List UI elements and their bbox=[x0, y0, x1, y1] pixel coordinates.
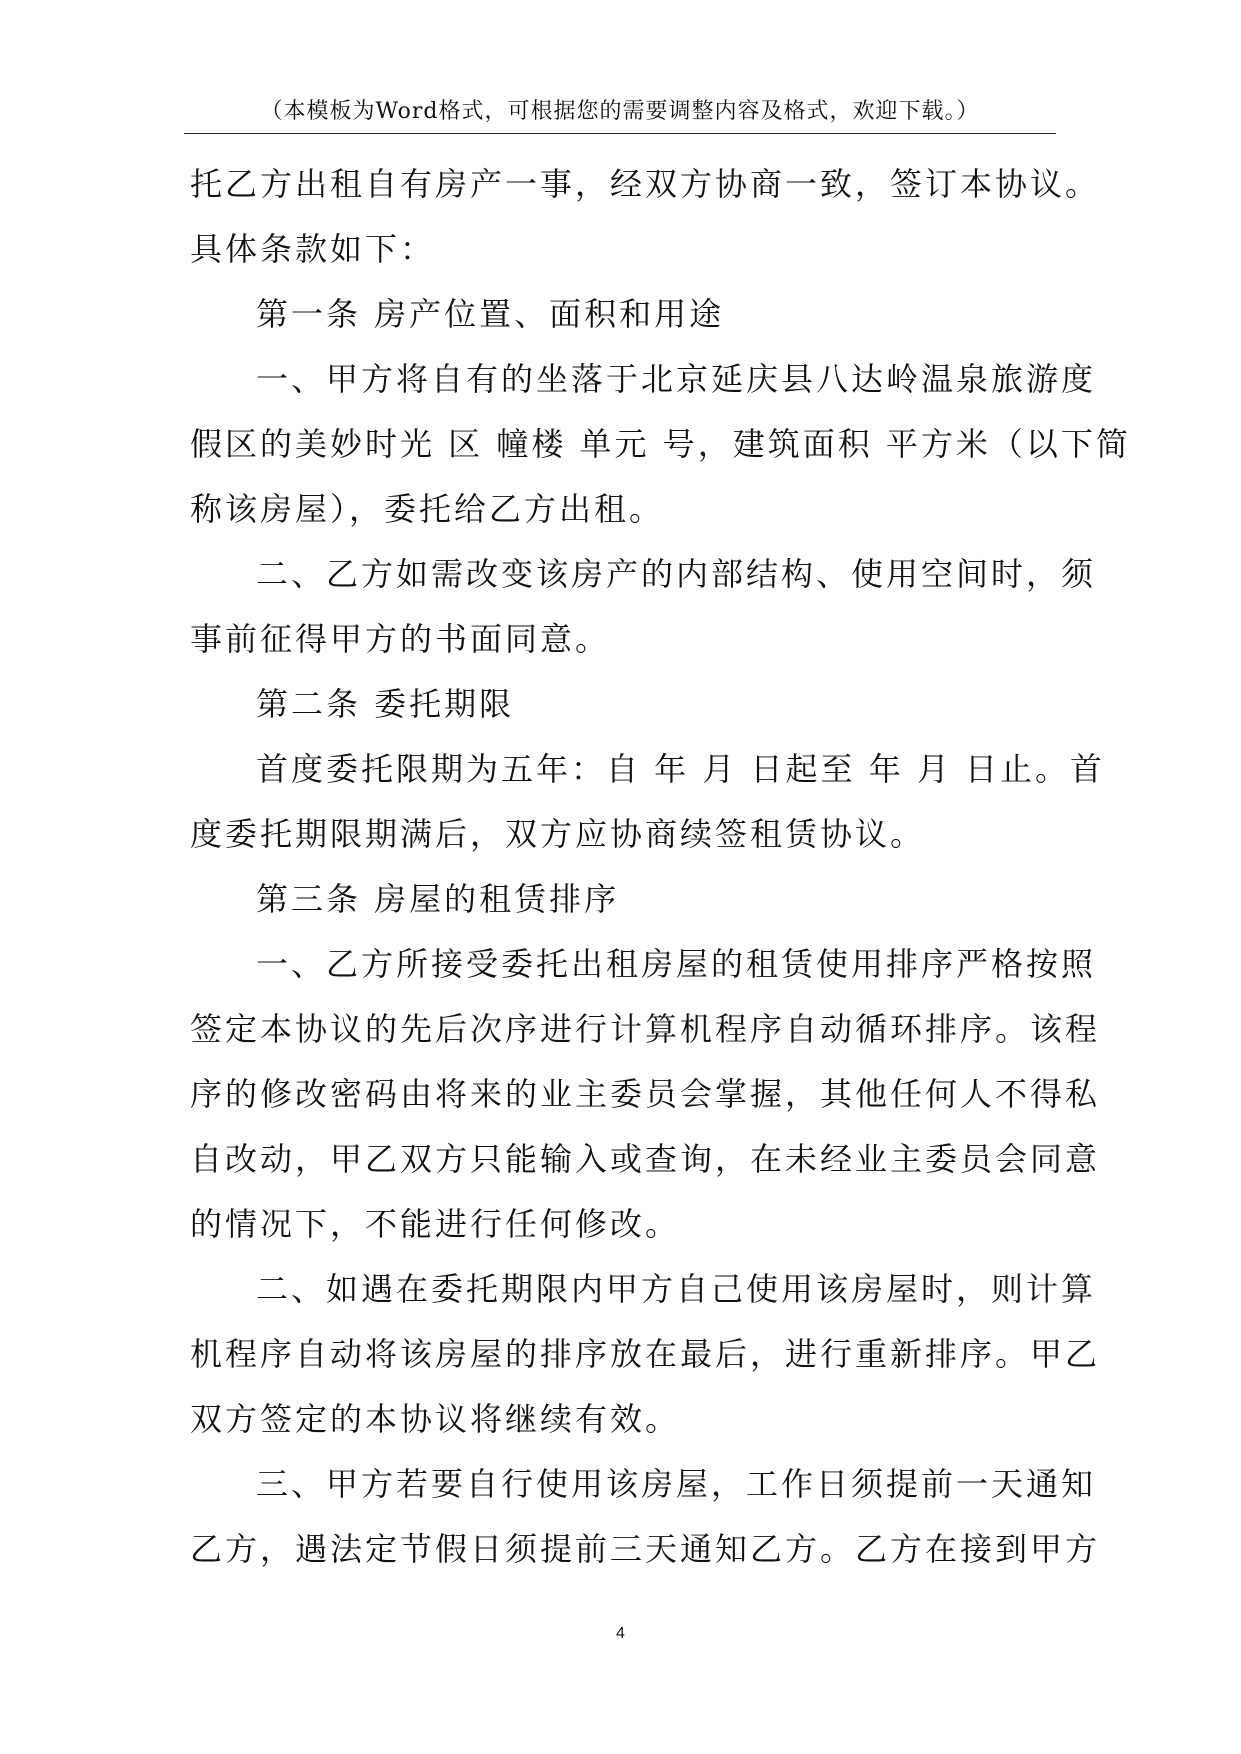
body-line: 具体条款如下： bbox=[190, 230, 436, 268]
article-heading-1: 第一条 房产位置、面积和用途 bbox=[256, 295, 725, 333]
body-line: 序的修改密码由将来的业主委员会掌握，其他任何人不得私 bbox=[190, 1075, 1101, 1113]
body-line: 自改动，甲乙双方只能输入或查询，在未经业主委员会同意 bbox=[190, 1140, 1101, 1178]
document-body bbox=[190, 152, 1131, 1582]
body-line: 一、乙方所接受委托出租房屋的租赁使用排序严格按照 bbox=[256, 945, 1097, 983]
body-line: 度委托期限期满后，双方应协商续签租赁协议。 bbox=[190, 815, 926, 853]
body-line: 乙方，遇法定节假日须提前三天通知乙方。乙方在接到甲方 bbox=[190, 1530, 1101, 1568]
article-heading-3: 第三条 房屋的租赁排序 bbox=[256, 880, 620, 918]
body-line: 二、乙方如需改变该房产的内部结构、使用空间时，须 bbox=[256, 555, 1097, 593]
body-line: 签定本协议的先后次序进行计算机程序自动循环排序。该程 bbox=[190, 1010, 1101, 1048]
template-note-header: （本模板为Word格式，可根据您的需要调整内容及格式，欢迎下载。） bbox=[260, 99, 980, 124]
article-heading-2: 第二条 委托期限 bbox=[256, 685, 515, 723]
body-line: 首度委托限期为五年：自 年 月 日起至 年 月 日止。首 bbox=[256, 750, 1106, 788]
body-line: 托乙方出租自有房产一事，经双方协商一致，签订本协议。 bbox=[190, 165, 1101, 203]
body-line: 机程序自动将该房屋的排序放在最后，进行重新排序。甲乙 bbox=[190, 1335, 1101, 1373]
body-line: 二、如遇在委托期限内甲方自己使用该房屋时，则计算 bbox=[256, 1270, 1097, 1308]
page-number: 4 bbox=[616, 1625, 625, 1642]
body-line: 事前征得甲方的书面同意。 bbox=[190, 620, 611, 658]
body-line: 一、甲方将自有的坐落于北京延庆县八达岭温泉旅游度 bbox=[256, 360, 1097, 398]
body-line: 双方签定的本协议将继续有效。 bbox=[190, 1400, 681, 1438]
body-line: 三、甲方若要自行使用该房屋，工作日须提前一天通知 bbox=[256, 1465, 1097, 1503]
body-line: 的情况下，不能进行任何修改。 bbox=[190, 1205, 681, 1243]
body-line: 假区的美妙时光 区 幢楼 单元 号，建筑面积 平方米（以下简 bbox=[190, 425, 1131, 463]
body-line: 称该房屋），委托给乙方出租。 bbox=[190, 490, 665, 528]
header-divider bbox=[184, 133, 1056, 134]
